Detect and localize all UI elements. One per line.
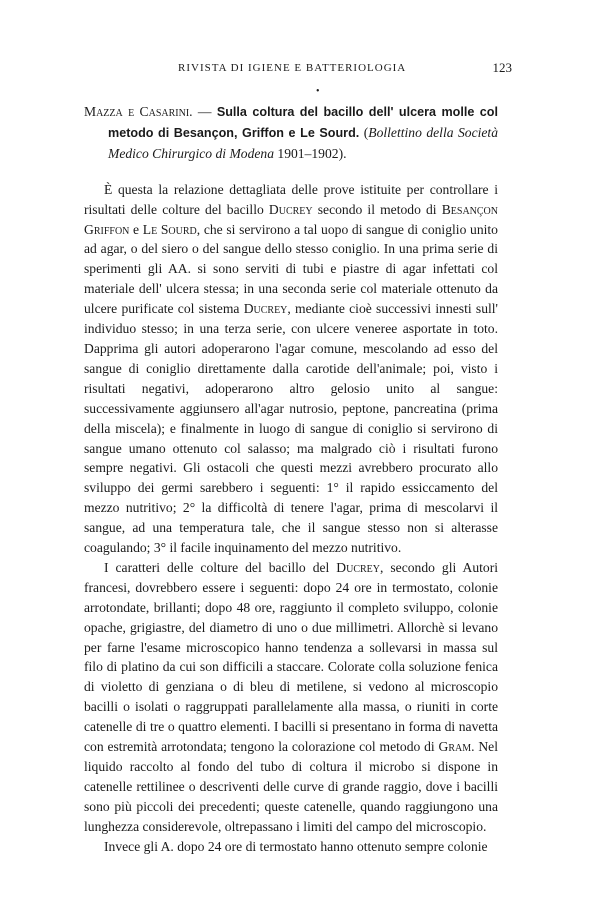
- entry-source: Bollettino della Società Medico Chirurgico di Modena: [108, 124, 498, 161]
- paragraph-1: [84, 180, 498, 558]
- p2-text-b: , secondo gli Autori francesi, dovrebbero essere i seguenti: dopo 24 ore in termostato, colonie arrotondate, brillanti; dopo 48 ore, raggiunto il completo sviluppo, colonie opache, grigiastre, del diametro di uno o due millimetri. Allorchè si levano per farne l'esame microscopico hanno tendenza a sollevarsi in massa sul filo di platino da cui son difficili a staccare. Colorate colla soluzione fenica di violetto di genziana o di bleu di metilene, si vedono al microscopio bacilli o isolati o raggruppati parallelamente alla massa, o riuniti in corte catenelle di tre o quattro elementi. I bacilli si presentano in forma di navetta con estremità arrotondata; tengono la colorazione col metodo di: [84, 559, 498, 755]
- running-title: RIVISTA DI IGIENE E BATTERIOLOGIA: [178, 62, 407, 74]
- p2-text-c: . Nel liquido raccolto al fondo del tubo di coltura il microbo si dispone in catenelle rettilinee o descriventi delle curve di grande raggio, dove i bacilli sono più piccoli dei precedenti; queste catenelle, quando raggiungono una lunghezza considerevole, oltrepassano i limiti del campo del microscopio.: [84, 739, 498, 834]
- entry-authors: Mazza e Casarini.: [84, 104, 193, 119]
- p1-text-a: È questa la relazione dettagliata delle prove istituite per controllare i risultati delle colture del bacillo: [84, 181, 498, 217]
- article-body: [84, 102, 498, 857]
- p2-text-a: I caratteri delle colture del bacillo del: [104, 559, 337, 575]
- p1-name-ducrey-2: Ducrey: [243, 301, 288, 317]
- entry-years: 1901–1902).: [274, 145, 347, 161]
- paragraph-3: Invece gli A. dopo 24 ore di termostato hanno ottenuto sempre colonie: [104, 838, 488, 854]
- p1-name-lesourd: Le Sourd: [142, 221, 197, 237]
- entry-source-open: (: [359, 124, 369, 140]
- p2-name-ducrey: Ducrey: [336, 559, 381, 575]
- p1-name-ducrey: Ducrey: [268, 201, 313, 217]
- p1-text-b: secondo il metodo di: [312, 201, 442, 217]
- bibliographic-entry: [84, 102, 498, 164]
- p1-name-besancon: Besançon: [441, 201, 498, 217]
- p1-text-d: e: [129, 221, 143, 237]
- entry-dash: —: [192, 104, 217, 119]
- p1-text-f: , mediante cioè successivi innesti sull' individuo stesso; in una terza serie, con ulcere veneree asportate in toto. Dapprima gli autori adoperarono l'agar comune, mescolando ad esso del sangue di coniglio direttamente dalla carotide dell'animale; poi, visto i risultati negativi, adoperarono altro gelosio unito al sangue: successivamente aggiunsero all'agar nutrosio, peptone, pancreatina (prima della miscela); e finalmente in luogo di sangue di coniglio si servirono di sangue umano ottenuto col salasso; ma malgrado ciò i risultati furono sempre negativi. Gli ostacoli che questi mezzi avrebbero procurato allo sviluppo dei germi sarebbero i seguenti: 1° il rapido essiccamento del mezzo nutritivo; 2° la difficoltà di tenere l'agar, prima di mescolarvi il sangue, ad una temperatura tale, che il sangue stesso non si alterasse coagulando; 3° il facile inquinamento del mezzo nutritivo.: [84, 301, 498, 556]
- p1-name-griffon: Griffon: [84, 221, 130, 237]
- entry-title: Sulla coltura del bacillo dell' ulcera molle col metodo di Besançon, Griffon e Le Sourd.: [108, 105, 498, 140]
- p2-name-gram: Gram: [438, 739, 472, 755]
- p1-text-e: , che si servirono a tal uopo di sangue di coniglio unito ad agar, o del siero o del sangue dello stesso coniglio. In una prima serie di sperimenti gli AA. si sono serviti di tubi e piastre di agar infettati col materiale dell' ulcera stessa; in una seconda serie col materiale ottenuto da ulcere purificate col sistema: [84, 221, 498, 317]
- paragraph-2: [84, 558, 498, 837]
- page-number: 123: [492, 60, 512, 75]
- printer-mark: •: [316, 86, 320, 97]
